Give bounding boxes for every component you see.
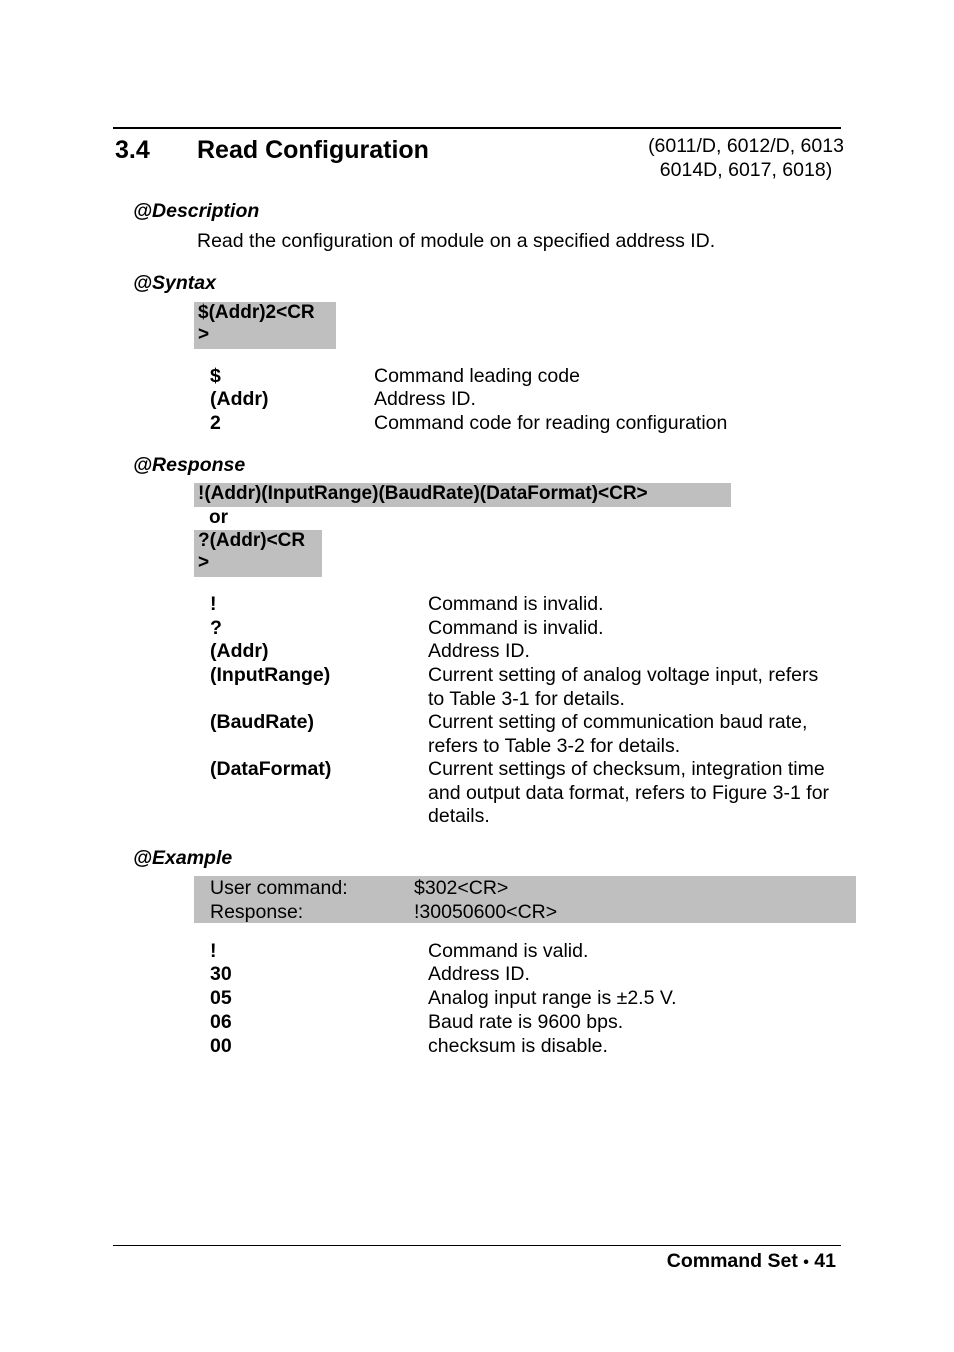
param-key: (BaudRate)	[210, 711, 315, 733]
param-key: 2	[210, 412, 221, 434]
param-value: Baud rate is 9600 bps.	[428, 1011, 624, 1033]
param-key: (InputRange)	[210, 664, 331, 686]
param-value: Command is invalid.	[428, 593, 604, 615]
example-response-value: !30050600<CR>	[414, 901, 558, 923]
footer-chapter: Command Set	[666, 1250, 798, 1272]
param-value: Current settings of checksum, integration time	[428, 758, 825, 780]
footer-bullet: •	[803, 1254, 809, 1271]
param-key: 05	[210, 987, 232, 1009]
models-line-1: (6011/D, 6012/D, 6013	[648, 135, 844, 157]
param-value: Command is invalid.	[428, 617, 604, 639]
param-key: 30	[210, 963, 232, 985]
param-key: 06	[210, 1011, 232, 1033]
example-response-label: Response:	[210, 901, 304, 923]
response-invalid-box	[194, 530, 322, 577]
page-number: 41	[814, 1250, 836, 1272]
param-key: !	[210, 593, 217, 615]
applicable-models	[630, 134, 862, 182]
param-value: Current setting of analog voltage input, refers	[428, 664, 819, 686]
param-key: !	[210, 940, 217, 962]
example-user-command	[210, 877, 509, 900]
description-text: Read the configuration of module on a specified address ID.	[197, 230, 716, 252]
param-value: Address ID.	[428, 640, 530, 662]
models-line-2: 6014D, 6017, 6018)	[659, 159, 833, 181]
param-value: Current setting of communication baud rate,	[428, 711, 808, 733]
example-heading: @Example	[133, 847, 233, 869]
description-heading: @Description	[133, 200, 260, 222]
example-response	[210, 901, 558, 924]
param-value-cont: refers to Table 3-2 for details.	[428, 734, 681, 757]
param-value-cont: to Table 3-1 for details.	[428, 687, 625, 710]
param-key: ?	[210, 617, 222, 639]
param-value: Command code for reading configuration	[374, 412, 728, 434]
header-rule	[113, 127, 841, 129]
page-footer	[600, 1250, 836, 1273]
param-value: Address ID.	[374, 388, 476, 410]
syntax-heading: @Syntax	[133, 272, 216, 294]
param-value: checksum is disable.	[428, 1035, 608, 1057]
param-key: 00	[210, 1035, 232, 1057]
example-box	[194, 876, 856, 923]
response-heading: @Response	[133, 454, 246, 476]
syntax-command-line-2: >	[198, 324, 210, 345]
syntax-command-line-1: $(Addr)2<CR	[198, 302, 315, 323]
param-key: (DataFormat)	[210, 758, 332, 780]
syntax-command-box	[194, 302, 336, 349]
response-valid-box	[194, 483, 731, 507]
param-value: Analog input range is ±2.5 V.	[428, 987, 677, 1009]
example-user-command-label: User command:	[210, 877, 348, 899]
param-value: Command is valid.	[428, 940, 589, 962]
section-title: Read Configuration	[197, 136, 429, 164]
param-key: (Addr)	[210, 388, 269, 410]
response-invalid-line-1: ?(Addr)<CR	[198, 530, 306, 551]
param-key: (Addr)	[210, 640, 269, 662]
section-number: 3.4	[115, 136, 150, 164]
footer-rule	[113, 1245, 841, 1246]
example-user-command-value: $302<CR>	[414, 877, 509, 899]
param-value-cont: details.	[428, 805, 490, 827]
response-valid-format: !(Addr)(InputRange)(BaudRate)(DataFormat)<CR>	[198, 483, 648, 504]
param-key: $	[210, 365, 221, 387]
param-value: Address ID.	[428, 963, 530, 985]
param-value-cont: and output data format, refers to Figure 3-1 for	[428, 781, 830, 804]
response-or: or	[209, 507, 228, 528]
response-invalid-line-2: >	[198, 552, 210, 573]
param-value: Command leading code	[374, 365, 580, 387]
